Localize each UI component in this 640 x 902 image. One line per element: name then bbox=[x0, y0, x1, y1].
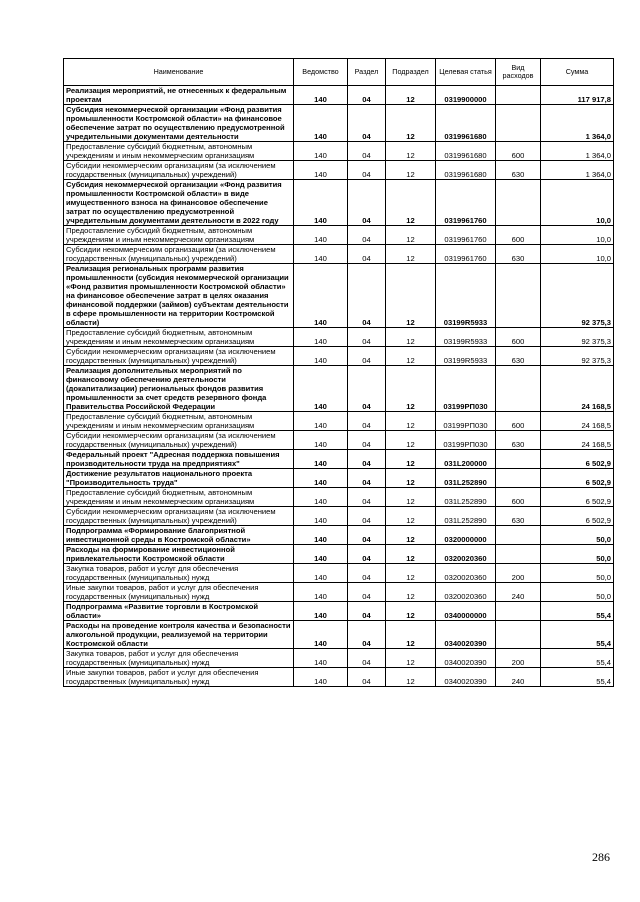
cell-section: 04 bbox=[348, 226, 386, 245]
header-type: Вид расходов bbox=[496, 59, 541, 86]
cell-dept: 140 bbox=[294, 264, 348, 328]
cell-sum: 6 502,9 bbox=[541, 507, 614, 526]
cell-section: 04 bbox=[348, 347, 386, 366]
cell-type bbox=[496, 621, 541, 649]
cell-name: Субсидии некоммерческим организациям (за исключением государственных (муниципальных) учреждений) bbox=[64, 161, 294, 180]
header-sum: Сумма bbox=[541, 59, 614, 86]
cell-article: 0319961680 bbox=[436, 161, 496, 180]
table-row bbox=[64, 366, 614, 412]
cell-section: 04 bbox=[348, 621, 386, 649]
cell-subsection: 12 bbox=[386, 545, 436, 564]
cell-name: Реализация региональных программ развития промышленности (субсидия некоммерческой организации «Фонд развития промышленности Костромской области» на финансовое обеспечение затрат в целях оказания финансовой поддержки (займов) субъектам деятельности в сфере промышленности на территории Костромской области) bbox=[64, 264, 294, 328]
cell-dept: 140 bbox=[294, 328, 348, 347]
cell-sum: 55,4 bbox=[541, 602, 614, 621]
cell-name: Субсидии некоммерческим организациям (за исключением государственных (муниципальных) учреждений) bbox=[64, 347, 294, 366]
header-dept: Ведомство bbox=[294, 59, 348, 86]
header-subsection: Подраздел bbox=[386, 59, 436, 86]
cell-name: Расходы на формирование инвестиционной привлекательности Костромской области bbox=[64, 545, 294, 564]
cell-name: Закупка товаров, работ и услуг для обеспечения государственных (муниципальных) нужд bbox=[64, 649, 294, 668]
cell-article: 031L252890 bbox=[436, 507, 496, 526]
cell-subsection: 12 bbox=[386, 668, 436, 687]
cell-article: 0319961680 bbox=[436, 142, 496, 161]
cell-section: 04 bbox=[348, 649, 386, 668]
cell-subsection: 12 bbox=[386, 602, 436, 621]
cell-sum: 10,0 bbox=[541, 245, 614, 264]
cell-section: 04 bbox=[348, 564, 386, 583]
cell-type bbox=[496, 86, 541, 105]
cell-article: 0319900000 bbox=[436, 86, 496, 105]
header-section: Раздел bbox=[348, 59, 386, 86]
cell-article: 03199РП030 bbox=[436, 431, 496, 450]
cell-sum: 24 168,5 bbox=[541, 431, 614, 450]
cell-article: 03199R5933 bbox=[436, 328, 496, 347]
cell-article: 03199R5933 bbox=[436, 264, 496, 328]
cell-dept: 140 bbox=[294, 564, 348, 583]
cell-section: 04 bbox=[348, 668, 386, 687]
cell-sum: 24 168,5 bbox=[541, 366, 614, 412]
cell-section: 04 bbox=[348, 142, 386, 161]
cell-name: Предоставление субсидий бюджетным, автономным учреждениям и иным некоммерческим организациям bbox=[64, 142, 294, 161]
cell-dept: 140 bbox=[294, 412, 348, 431]
cell-subsection: 12 bbox=[386, 226, 436, 245]
table-row bbox=[64, 142, 614, 161]
table-row bbox=[64, 431, 614, 450]
table-row bbox=[64, 621, 614, 649]
cell-name: Расходы на проведение контроля качества и безопасности алкогольной продукции, реализуемой на территории Костромской области bbox=[64, 621, 294, 649]
cell-subsection: 12 bbox=[386, 347, 436, 366]
cell-subsection: 12 bbox=[386, 564, 436, 583]
cell-name: Предоставление субсидий бюджетным, автономным учреждениям и иным некоммерческим организациям bbox=[64, 328, 294, 347]
cell-dept: 140 bbox=[294, 347, 348, 366]
cell-name: Иные закупки товаров, работ и услуг для обеспечения государственных (муниципальных) нужд bbox=[64, 583, 294, 602]
cell-subsection: 12 bbox=[386, 583, 436, 602]
cell-section: 04 bbox=[348, 180, 386, 226]
cell-name: Достижение результатов национального проекта "Производительность труда" bbox=[64, 469, 294, 488]
cell-section: 04 bbox=[348, 245, 386, 264]
cell-section: 04 bbox=[348, 507, 386, 526]
cell-name: Реализация мероприятий, не отнесенных к федеральным проектам bbox=[64, 86, 294, 105]
cell-name: Предоставление субсидий бюджетным, автономным учреждениям и иным некоммерческим организациям bbox=[64, 412, 294, 431]
table-row bbox=[64, 412, 614, 431]
cell-dept: 140 bbox=[294, 366, 348, 412]
table-row bbox=[64, 488, 614, 507]
cell-sum: 55,4 bbox=[541, 668, 614, 687]
cell-section: 04 bbox=[348, 161, 386, 180]
cell-dept: 140 bbox=[294, 469, 348, 488]
cell-dept: 140 bbox=[294, 161, 348, 180]
cell-dept: 140 bbox=[294, 668, 348, 687]
table-row bbox=[64, 105, 614, 142]
cell-type: 600 bbox=[496, 412, 541, 431]
cell-name: Субсидии некоммерческим организациям (за исключением государственных (муниципальных) учреждений) bbox=[64, 507, 294, 526]
cell-article: 03199РП030 bbox=[436, 412, 496, 431]
cell-dept: 140 bbox=[294, 431, 348, 450]
cell-type: 600 bbox=[496, 328, 541, 347]
document-page bbox=[63, 58, 613, 687]
cell-section: 04 bbox=[348, 431, 386, 450]
cell-subsection: 12 bbox=[386, 328, 436, 347]
cell-sum: 92 375,3 bbox=[541, 347, 614, 366]
table-row bbox=[64, 583, 614, 602]
cell-subsection: 12 bbox=[386, 86, 436, 105]
cell-type bbox=[496, 366, 541, 412]
cell-sum: 1 364,0 bbox=[541, 105, 614, 142]
cell-subsection: 12 bbox=[386, 649, 436, 668]
cell-section: 04 bbox=[348, 469, 386, 488]
cell-type bbox=[496, 450, 541, 469]
cell-article: 0320000000 bbox=[436, 526, 496, 545]
cell-dept: 140 bbox=[294, 105, 348, 142]
cell-subsection: 12 bbox=[386, 105, 436, 142]
cell-sum: 24 168,5 bbox=[541, 412, 614, 431]
table-row bbox=[64, 245, 614, 264]
header-article: Целевая статья bbox=[436, 59, 496, 86]
cell-subsection: 12 bbox=[386, 412, 436, 431]
table-row bbox=[64, 602, 614, 621]
cell-type: 600 bbox=[496, 142, 541, 161]
cell-subsection: 12 bbox=[386, 142, 436, 161]
cell-article: 03199РП030 bbox=[436, 366, 496, 412]
cell-sum: 1 364,0 bbox=[541, 142, 614, 161]
table-row bbox=[64, 328, 614, 347]
cell-dept: 140 bbox=[294, 86, 348, 105]
cell-dept: 140 bbox=[294, 450, 348, 469]
cell-sum: 92 375,3 bbox=[541, 264, 614, 328]
cell-article: 0319961760 bbox=[436, 180, 496, 226]
table-row bbox=[64, 526, 614, 545]
cell-sum: 117 917,8 bbox=[541, 86, 614, 105]
cell-subsection: 12 bbox=[386, 245, 436, 264]
cell-article: 031L252890 bbox=[436, 469, 496, 488]
cell-subsection: 12 bbox=[386, 366, 436, 412]
header-name: Наименование bbox=[64, 59, 294, 86]
cell-section: 04 bbox=[348, 264, 386, 328]
cell-article: 031L200000 bbox=[436, 450, 496, 469]
cell-dept: 140 bbox=[294, 180, 348, 226]
cell-article: 0320020360 bbox=[436, 545, 496, 564]
cell-name: Субсидии некоммерческим организациям (за исключением государственных (муниципальных) учреждений) bbox=[64, 245, 294, 264]
cell-section: 04 bbox=[348, 366, 386, 412]
cell-article: 031L252890 bbox=[436, 488, 496, 507]
cell-sum: 50,0 bbox=[541, 545, 614, 564]
cell-section: 04 bbox=[348, 526, 386, 545]
cell-section: 04 bbox=[348, 545, 386, 564]
cell-section: 04 bbox=[348, 602, 386, 621]
cell-dept: 140 bbox=[294, 226, 348, 245]
cell-type bbox=[496, 264, 541, 328]
cell-subsection: 12 bbox=[386, 507, 436, 526]
cell-subsection: 12 bbox=[386, 161, 436, 180]
cell-type bbox=[496, 180, 541, 226]
table-header-row bbox=[64, 59, 614, 86]
cell-article: 0319961680 bbox=[436, 105, 496, 142]
table-row bbox=[64, 450, 614, 469]
cell-type: 240 bbox=[496, 583, 541, 602]
cell-sum: 10,0 bbox=[541, 180, 614, 226]
cell-article: 03199R5933 bbox=[436, 347, 496, 366]
cell-subsection: 12 bbox=[386, 431, 436, 450]
table-row bbox=[64, 545, 614, 564]
cell-sum: 6 502,9 bbox=[541, 450, 614, 469]
cell-subsection: 12 bbox=[386, 526, 436, 545]
table-row bbox=[64, 264, 614, 328]
cell-subsection: 12 bbox=[386, 450, 436, 469]
cell-article: 0319961760 bbox=[436, 226, 496, 245]
cell-section: 04 bbox=[348, 583, 386, 602]
cell-section: 04 bbox=[348, 412, 386, 431]
cell-subsection: 12 bbox=[386, 621, 436, 649]
cell-name: Подпрограмма «Развитие торговли в Костромской области» bbox=[64, 602, 294, 621]
cell-type: 600 bbox=[496, 226, 541, 245]
cell-type bbox=[496, 602, 541, 621]
cell-dept: 140 bbox=[294, 602, 348, 621]
cell-type: 630 bbox=[496, 245, 541, 264]
cell-name: Субсидии некоммерческим организациям (за исключением государственных (муниципальных) учреждений) bbox=[64, 431, 294, 450]
cell-name: Субсидия некоммерческой организации «Фонд развития промышленности Костромской области» в виде имущественного взноса на финансовое обеспечение затрат по осуществлению предусмотренной учредительным документами деятельности в 2022 году bbox=[64, 180, 294, 226]
cell-type bbox=[496, 469, 541, 488]
cell-sum: 50,0 bbox=[541, 526, 614, 545]
cell-dept: 140 bbox=[294, 621, 348, 649]
cell-section: 04 bbox=[348, 328, 386, 347]
cell-sum: 1 364,0 bbox=[541, 161, 614, 180]
cell-dept: 140 bbox=[294, 488, 348, 507]
cell-article: 0340020390 bbox=[436, 649, 496, 668]
cell-type bbox=[496, 105, 541, 142]
cell-article: 0320020360 bbox=[436, 564, 496, 583]
cell-dept: 140 bbox=[294, 649, 348, 668]
table-row bbox=[64, 161, 614, 180]
table-row bbox=[64, 86, 614, 105]
cell-article: 0340020390 bbox=[436, 668, 496, 687]
table-row bbox=[64, 668, 614, 687]
cell-sum: 92 375,3 bbox=[541, 328, 614, 347]
table-row bbox=[64, 469, 614, 488]
table-row bbox=[64, 347, 614, 366]
cell-type bbox=[496, 545, 541, 564]
cell-sum: 50,0 bbox=[541, 583, 614, 602]
cell-type: 630 bbox=[496, 161, 541, 180]
cell-name: Федеральный проект "Адресная поддержка повышения производительности труда на предприятиях" bbox=[64, 450, 294, 469]
cell-sum: 55,4 bbox=[541, 649, 614, 668]
cell-section: 04 bbox=[348, 488, 386, 507]
cell-name: Субсидия некоммерческой организации «Фонд развития промышленности Костромской области» на финансовое обеспечение затрат по осуществлению предусмотренной учредительными документами деятельности bbox=[64, 105, 294, 142]
cell-section: 04 bbox=[348, 86, 386, 105]
cell-name: Закупка товаров, работ и услуг для обеспечения государственных (муниципальных) нужд bbox=[64, 564, 294, 583]
cell-section: 04 bbox=[348, 450, 386, 469]
table-row bbox=[64, 649, 614, 668]
cell-section: 04 bbox=[348, 105, 386, 142]
cell-sum: 6 502,9 bbox=[541, 469, 614, 488]
table-body bbox=[64, 86, 614, 687]
table-row bbox=[64, 507, 614, 526]
cell-article: 0340020390 bbox=[436, 621, 496, 649]
cell-subsection: 12 bbox=[386, 469, 436, 488]
cell-dept: 140 bbox=[294, 245, 348, 264]
cell-article: 0320020360 bbox=[436, 583, 496, 602]
cell-subsection: 12 bbox=[386, 488, 436, 507]
table-row bbox=[64, 180, 614, 226]
cell-subsection: 12 bbox=[386, 264, 436, 328]
cell-sum: 55,4 bbox=[541, 621, 614, 649]
table-row bbox=[64, 564, 614, 583]
cell-type: 630 bbox=[496, 507, 541, 526]
cell-type: 630 bbox=[496, 431, 541, 450]
cell-name: Подпрограмма «Формирование благоприятной инвестиционной среды в Костромской области» bbox=[64, 526, 294, 545]
cell-name: Предоставление субсидий бюджетным, автономным учреждениям и иным некоммерческим организациям bbox=[64, 226, 294, 245]
cell-name: Иные закупки товаров, работ и услуг для обеспечения государственных (муниципальных) нужд bbox=[64, 668, 294, 687]
cell-subsection: 12 bbox=[386, 180, 436, 226]
cell-dept: 140 bbox=[294, 583, 348, 602]
cell-type: 240 bbox=[496, 668, 541, 687]
cell-type bbox=[496, 526, 541, 545]
table-row bbox=[64, 226, 614, 245]
cell-type: 200 bbox=[496, 564, 541, 583]
cell-dept: 140 bbox=[294, 507, 348, 526]
cell-dept: 140 bbox=[294, 526, 348, 545]
cell-sum: 6 502,9 bbox=[541, 488, 614, 507]
page-number: 286 bbox=[592, 850, 610, 864]
cell-article: 0340000000 bbox=[436, 602, 496, 621]
cell-sum: 10,0 bbox=[541, 226, 614, 245]
cell-article: 0319961760 bbox=[436, 245, 496, 264]
cell-type: 200 bbox=[496, 649, 541, 668]
cell-sum: 50,0 bbox=[541, 564, 614, 583]
cell-type: 600 bbox=[496, 488, 541, 507]
cell-dept: 140 bbox=[294, 142, 348, 161]
cell-name: Реализация дополнительных мероприятий по финансовому обеспечению деятельности (докапитализации) региональных фондов развития промышленности за счет средств резервного фонда Правительства Российской Федерации bbox=[64, 366, 294, 412]
cell-type: 630 bbox=[496, 347, 541, 366]
cell-dept: 140 bbox=[294, 545, 348, 564]
cell-name: Предоставление субсидий бюджетным, автономным учреждениям и иным некоммерческим организациям bbox=[64, 488, 294, 507]
budget-table bbox=[63, 58, 614, 687]
